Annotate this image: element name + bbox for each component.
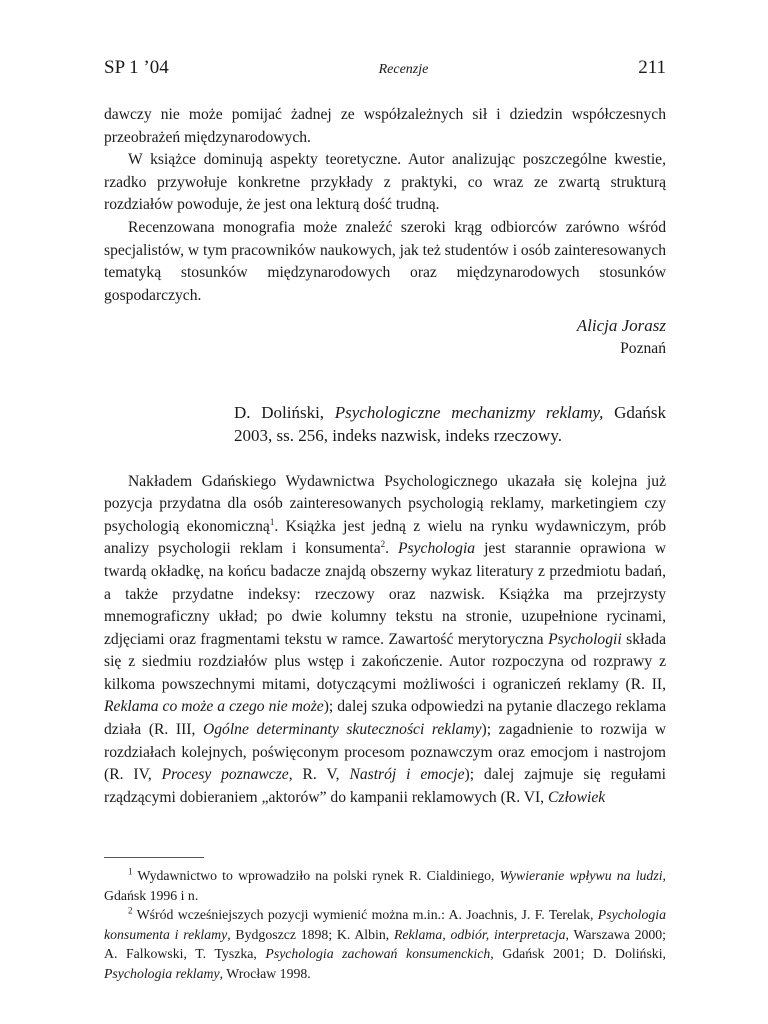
page: [104, 56, 666, 983]
review-text: ); dalej zajmuje się regułami rządzącymi dobieraniem „aktorów” do kampanii reklamowych (R. VI,: [104, 766, 666, 806]
journal-issue: SP 1 ’04: [104, 57, 169, 78]
prev-review-paragraph-1: dawczy nie może pomijać żadnej ze współzależnych sił i dziedzin współczesnych przeobrażeń międzynarodowych.: [104, 106, 666, 146]
review-text: jest starannie oprawiona w twardą okładkę, na końcu badacze znajdą obszerny wykaz literatury z przedmiotu badań, a także przydatne indeksy: rzeczowy oraz nazwisk. Książka ma przejrzysty mnemograficzny układ; po dwie kolumny tekstu na stronie, uzupełnione rycinami, zdjęciami oraz fragmentami tekstu w ramce. Zawartość merytoryczna: [104, 540, 666, 648]
footnote-2: [104, 905, 666, 983]
review-text: ); dalej szuka odpowiedzi na pytanie dlaczego reklama działa (R. III,: [104, 698, 666, 739]
footnote-text: , Gdańsk 1996 i n.: [104, 868, 666, 903]
review-italic: Psychologii: [548, 630, 622, 648]
review-italic: Reklama co może a czego nie może: [104, 698, 324, 716]
footnote-text: , Warszawa 2000; A. Falkowski, T. Tyszka,: [104, 926, 667, 962]
review-signature: [104, 315, 666, 360]
review-text: . Książka jest jedną z wielu na rynku wydawniczym, prób analizy psychologii reklam i konsumenta: [104, 517, 666, 558]
footnote-number: 1: [128, 866, 133, 877]
review-text: .: [385, 540, 399, 558]
review-italic: Psychologia: [398, 540, 476, 558]
book-reference: [234, 401, 666, 447]
footnote-italic: Psychologia zachowań konsumenckich: [265, 946, 491, 962]
footnote-ref-1: 1: [269, 516, 275, 527]
footnote-number: 2: [128, 905, 133, 916]
review-text: składa się z siedmiu rozdziałów plus wstęp i zakończenie. Autor rozpoczyna od rozprawy z kilkoma powszechnymi mitami, dotyczącymi możliwości i ograniczeń reklamy (R. II,: [104, 630, 666, 693]
section-title: Recenzje: [378, 62, 429, 77]
review-italic: Nastrój i emocje: [349, 766, 465, 784]
footnote-text: , Wrocław 1998.: [219, 965, 311, 981]
review-body: [104, 471, 666, 810]
footnote-italic: Wywieranie wpływu na ludzi: [499, 868, 663, 884]
book-details: Gdańsk 2003, ss. 256, indeks nazwisk, indeks rzeczowy.: [234, 402, 667, 445]
footnote-divider: [104, 857, 204, 858]
review-text: ); zagadnienie to rozwija w rozdziałach kolejnych, poświęconym procesom poznawczym oraz emocjom i nastrojom (R. IV,: [104, 721, 666, 784]
footnote-text: , Gdańsk 2001; D. Doliński,: [490, 946, 666, 962]
prev-review-paragraph-3: Recenzowana monografia może znaleźć szeroki krąg odbiorców zarówno wśród specjalistów, w tym pracowników naukowych, jak też studentów i osób zainteresowanych tematyką stosunków międzynarodowych oraz międzynarodowych stosunków gospodarczych.: [104, 218, 666, 304]
reviewer-city: Poznań: [620, 339, 666, 357]
footnote-italic: Psychologia konsumenta i reklamy: [104, 907, 666, 942]
running-head: [104, 56, 666, 82]
footnote-text: Wydawnictwo to wprowadziło na polski rynek R. Cialdiniego,: [132, 868, 500, 884]
footnote-text: , Bydgoszcz 1898; K. Albin,: [227, 926, 394, 942]
review-italic: Procesy poznawcze: [161, 766, 289, 784]
page-number: 211: [638, 57, 666, 78]
footnote-1: [104, 866, 666, 905]
review-italic: Ogólne determinanty skuteczności reklamy: [202, 721, 482, 739]
footnote-italic: Reklama, odbiór, interpretacja: [394, 926, 566, 942]
book-author: D. Doliński,: [234, 402, 325, 422]
review-italic: Człowiek: [547, 788, 606, 806]
review-text: , R. V,: [288, 766, 350, 784]
review-text: Nakładem Gdańskiego Wydawnictwa Psychologicznego ukazała się kolejna już pozycja przydatna dla osób zainteresowanych psychologią reklamy, marketingiem czy psychologią ekonomiczną: [104, 472, 666, 535]
footnote-text: Wśród wcześniejszych pozycji wymienić można m.in.: A. Joachnis, J. F. Terelak,: [132, 907, 598, 923]
footnote-italic: Psychologia reklamy: [104, 965, 220, 981]
reviewer-name: Alicja Jorasz: [576, 316, 666, 336]
book-title: Psychologiczne mechanizmy reklamy,: [334, 402, 604, 422]
prev-review-paragraph-2: W książce dominują aspekty teoretyczne. Autor analizując poszczególne kwestie, rzadko przywołuje konkretne przykłady z praktyki, co wraz ze zwartą strukturą rozdziałów powoduje, że jest ona lekturą dość trudną.: [104, 151, 666, 214]
footnote-ref-2: 2: [380, 539, 386, 550]
